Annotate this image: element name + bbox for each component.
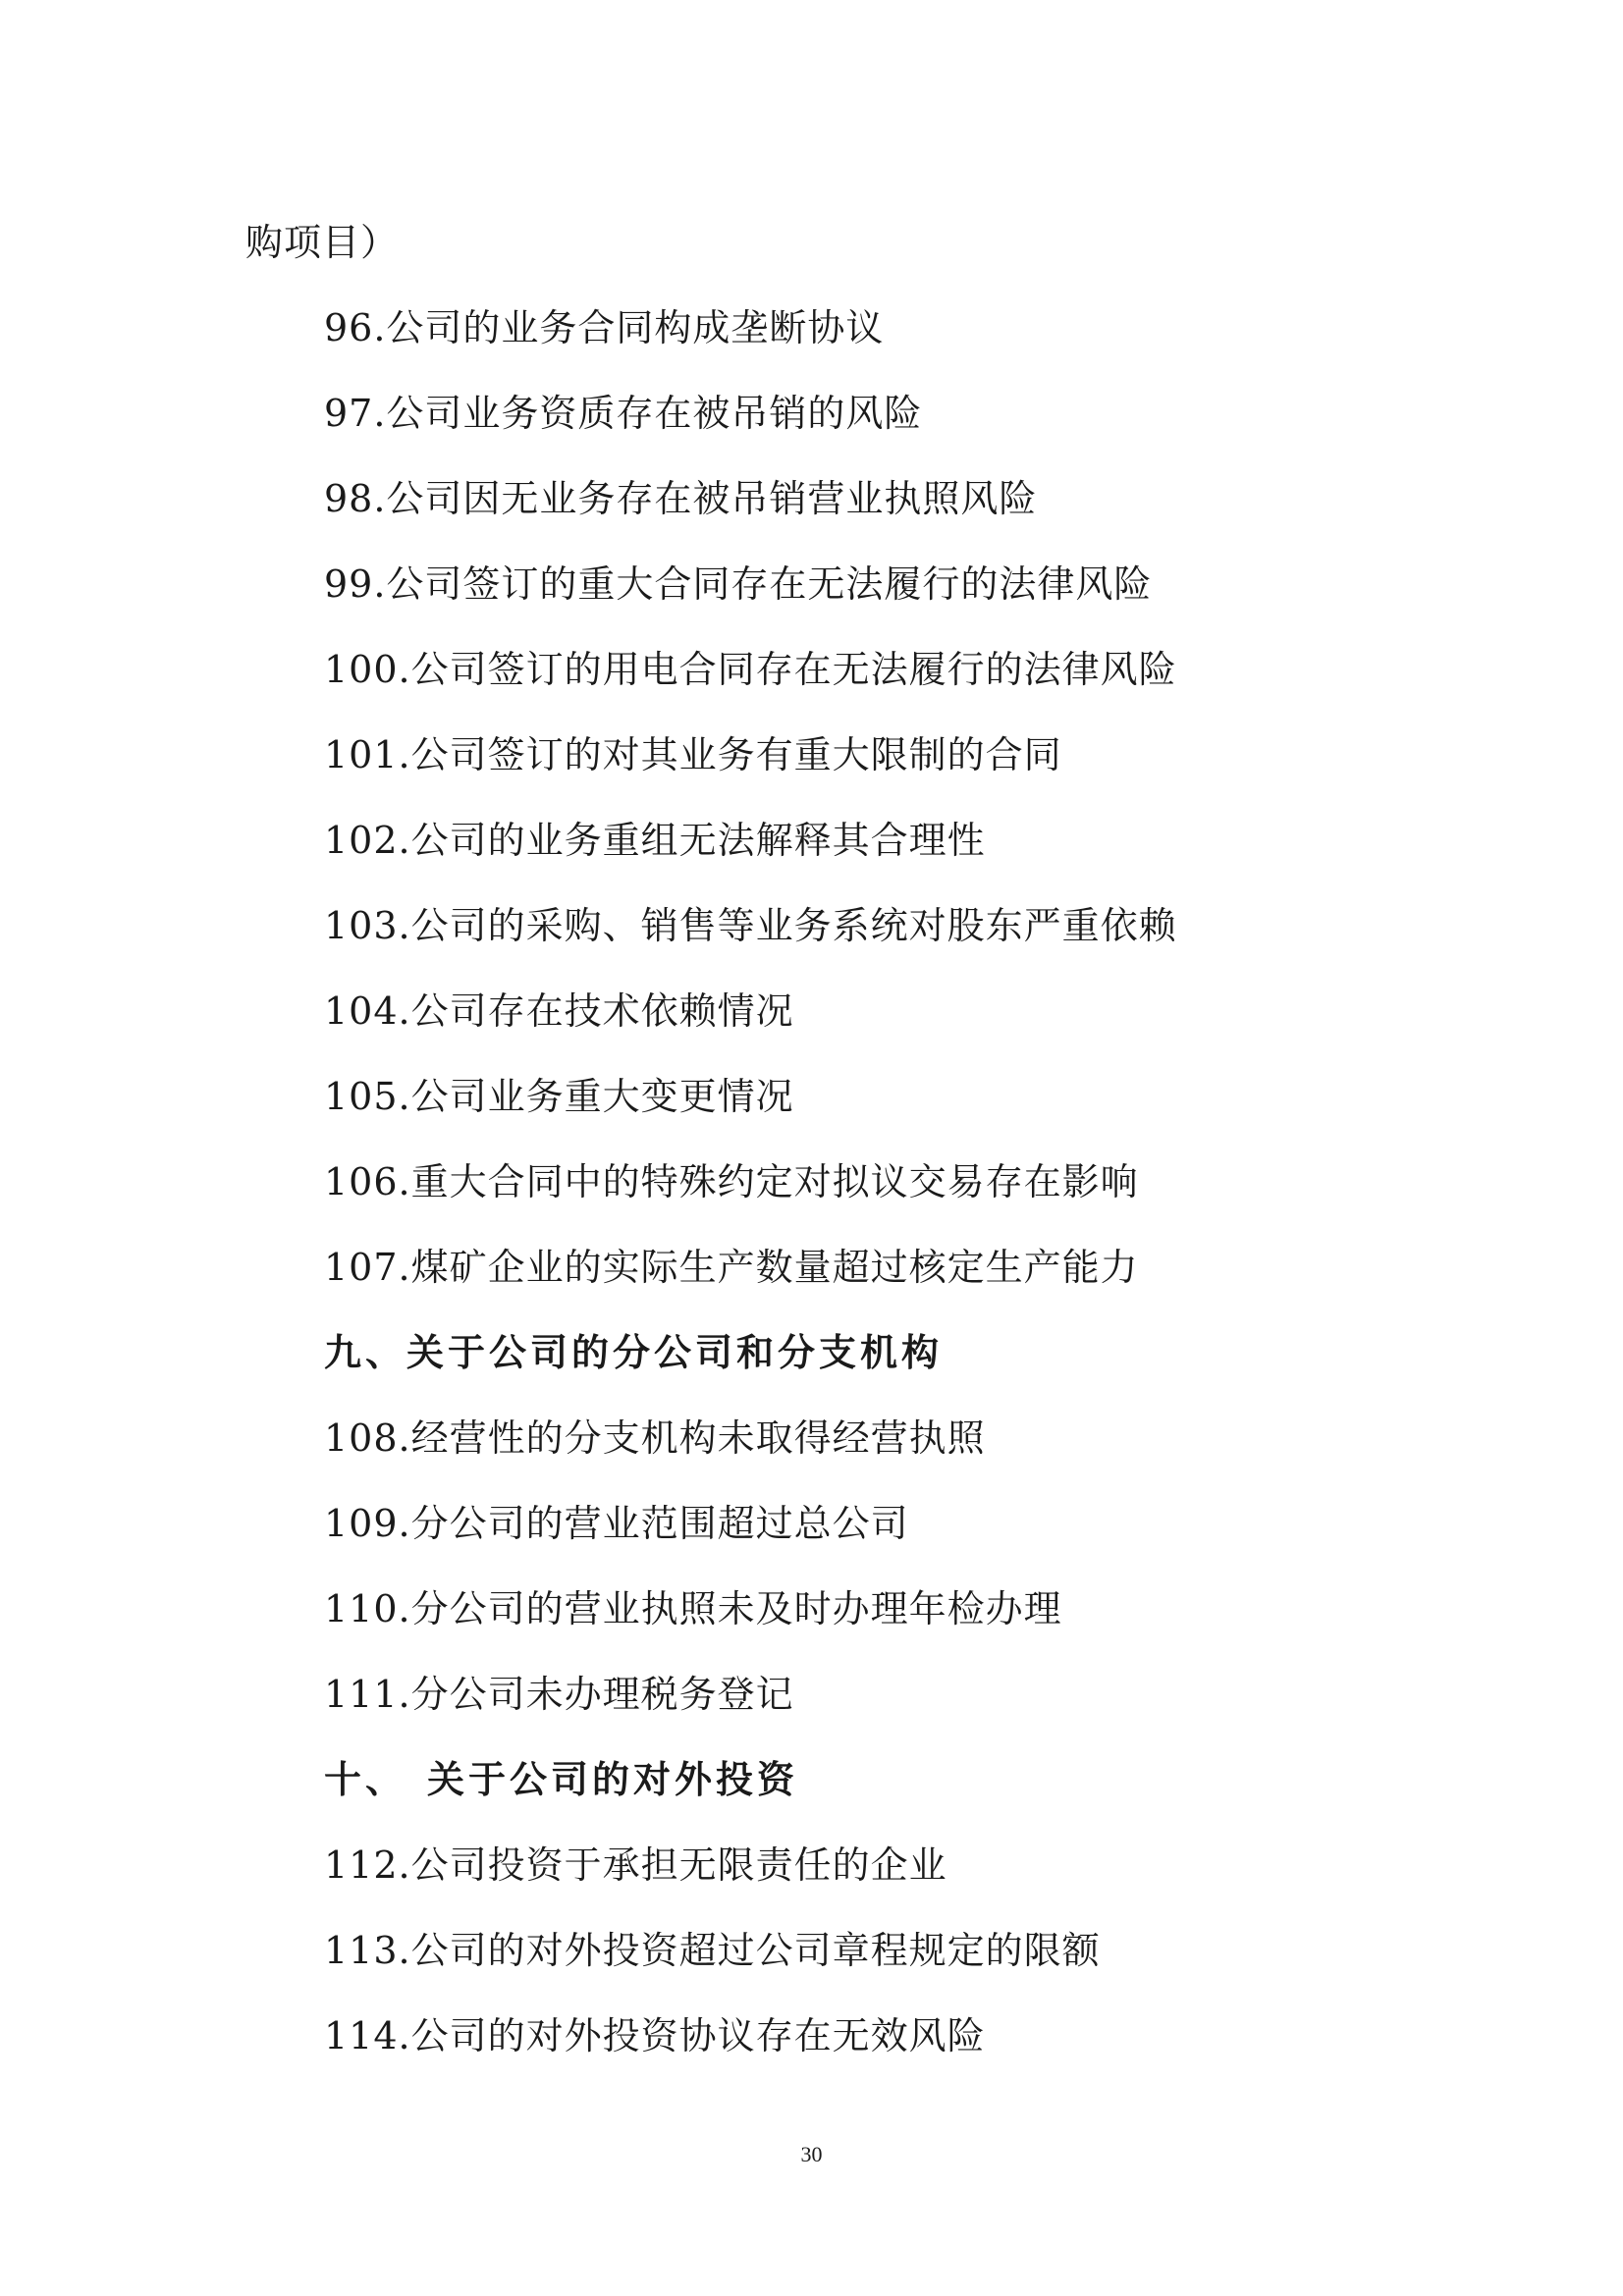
- page-number: 30: [800, 2142, 823, 2166]
- section-title: 关于公司的对外投资: [427, 1757, 799, 1801]
- list-item: 113.公司的对外投资超过公司章程规定的限额: [324, 1929, 1101, 1972]
- list-item: 111.分公司未办理税务登记: [324, 1673, 794, 1716]
- list-item: 100.公司签订的用电合同存在无法履行的法律风险: [324, 648, 1177, 691]
- document-body: [0, 208, 1623, 2087]
- list-item: 104.公司存在技术依赖情况: [324, 989, 794, 1033]
- list-item: 96.公司的业务合同构成垄断协议: [324, 306, 885, 349]
- section-title: 关于公司的分公司和分支机构: [406, 1330, 944, 1374]
- list-item: 103.公司的采购、销售等业务系统对股东严重依赖: [324, 904, 1177, 947]
- list-item: 101.公司签订的对其业务有重大限制的合同: [324, 733, 1062, 776]
- list-item: 99.公司签订的重大合同存在无法履行的法律风险: [324, 562, 1153, 606]
- list-item: 108.经营性的分支机构未取得经营执照: [324, 1416, 986, 1460]
- section-number: 十、: [324, 1757, 407, 1801]
- list-item: 98.公司因无业务存在被吊销营业执照风险: [324, 477, 1038, 520]
- list-item: 112.公司投资于承担无限责任的企业: [324, 1843, 947, 1887]
- list-item: 107.煤矿企业的实际生产数量超过核定生产能力: [324, 1246, 1139, 1289]
- section-number: 九、: [324, 1330, 407, 1374]
- list-item: 114.公司的对外投资协议存在无效风险: [324, 2014, 986, 2057]
- section-heading-9: [0, 1318, 1623, 1404]
- list-item: 106.重大合同中的特殊约定对拟议交易存在影响: [324, 1160, 1139, 1203]
- list-item: 97.公司业务资质存在被吊销的风险: [324, 392, 923, 435]
- list-item: 105.公司业务重大变更情况: [324, 1075, 794, 1118]
- section-heading-10: [0, 1745, 1623, 1831]
- list-item: 102.公司的业务重组无法解释其合理性: [324, 819, 986, 862]
- list-item: 110.分公司的营业执照未及时办理年检办理: [324, 1587, 1062, 1630]
- continued-text: 购项目）: [245, 221, 400, 264]
- list-item: 109.分公司的营业范围超过总公司: [324, 1502, 909, 1545]
